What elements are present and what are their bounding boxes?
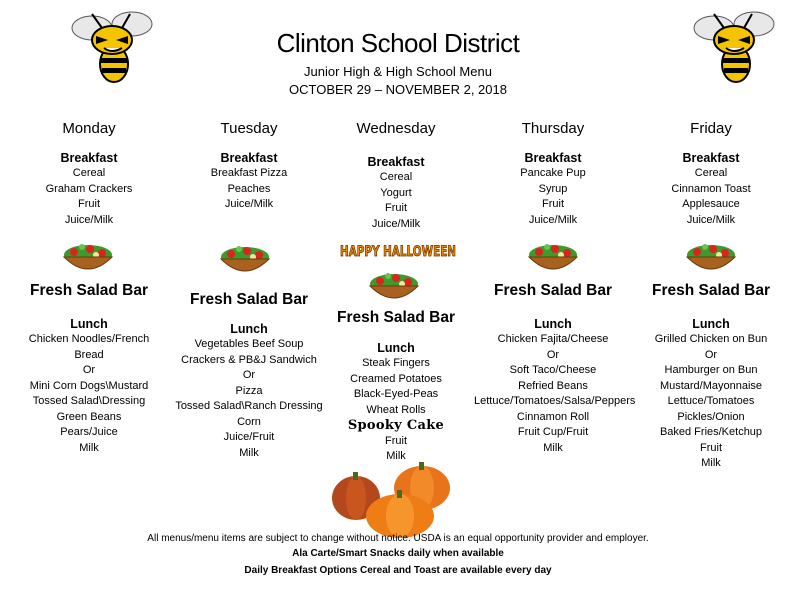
menu-subtitle: Junior High & High School Menu <box>304 64 492 79</box>
page-title: Clinton School District <box>276 28 520 58</box>
list-item: Milk <box>386 450 406 462</box>
breakfast-list <box>10 166 168 228</box>
lunch-section-monday <box>10 282 168 456</box>
list-item: Fruit <box>78 198 100 210</box>
list-item: Mini Corn Dogs\Mustard <box>29 379 149 392</box>
list-item: Chicken Noodles/French <box>28 333 150 345</box>
list-item: Fruit <box>542 198 564 210</box>
breakfast-list <box>170 166 328 213</box>
list-item: Milk <box>239 446 259 459</box>
lunch-heading: Lunch <box>534 317 572 331</box>
lunch-list <box>474 332 636 456</box>
lunch-section-thursday <box>474 282 636 456</box>
lunch-heading: Lunch <box>230 322 268 336</box>
list-item: Milk <box>79 441 99 454</box>
list-item: Lettuce/Tomatoes/Salsa/Peppers <box>474 395 636 407</box>
salad-bowl-icon <box>368 270 420 306</box>
list-item: Applesauce <box>682 198 740 210</box>
list-item: Breakfast Pizza <box>210 167 288 179</box>
day-name: Thursday <box>521 120 585 137</box>
day-name: Monday <box>62 120 116 137</box>
list-item: Crackers & PB&J Sandwich <box>181 353 317 366</box>
list-item: Milk <box>543 441 563 454</box>
lunch-list <box>10 332 168 456</box>
list-item: Cereal <box>72 167 106 179</box>
list-item: Tossed Salad\Dressing <box>32 395 146 407</box>
salad-bowl-icon <box>527 241 579 277</box>
list-item: Juice/Milk <box>224 198 274 210</box>
breakfast-heading: Breakfast <box>220 151 278 165</box>
list-item: Black-Eyed-Peas <box>353 388 439 400</box>
day-column-monday <box>10 120 168 228</box>
list-item: Or <box>546 348 560 361</box>
salad-bowl-icon <box>62 241 114 277</box>
list-item: Cinnamon Roll <box>516 410 590 423</box>
breakfast-heading: Breakfast <box>60 151 118 165</box>
list-item: Fruit Cup/Fruit <box>517 426 589 438</box>
lunch-heading: Lunch <box>692 317 730 331</box>
list-item: Corn <box>237 415 261 428</box>
footer-ala-carte: Ala Carte/Smart Snacks daily when available <box>292 548 504 559</box>
list-item: Cinnamon Toast <box>671 182 751 195</box>
day-column-tuesday <box>170 120 328 213</box>
breakfast-list <box>317 170 475 232</box>
list-item: Lettuce/Tomatoes <box>667 395 755 407</box>
list-item: Wheat Rolls <box>366 403 426 416</box>
list-item: Cereal <box>379 171 413 183</box>
list-item: Juice/Milk <box>64 213 114 226</box>
list-item: Vegetables Beef Soup <box>194 338 304 350</box>
happy-halloween-banner <box>339 239 457 261</box>
list-item: Soft Taco/Cheese <box>509 364 597 376</box>
list-item: Grilled Chicken on Bun <box>654 333 768 345</box>
salad-bar-heading: Fresh Salad Bar <box>651 282 771 299</box>
list-item: Refried Beans <box>518 379 588 392</box>
breakfast-heading: Breakfast <box>524 151 582 165</box>
footer-notice: All menus/menu items are subject to change without notice. USDA is an equal opportunity provider and employer. <box>147 533 649 544</box>
salad-bowl-icon <box>219 243 271 279</box>
list-item: Or <box>82 364 96 376</box>
list-item: Juice/Milk <box>528 213 578 226</box>
list-item: Yogurt <box>380 186 412 199</box>
list-item: Or <box>242 369 256 381</box>
breakfast-list <box>632 166 790 228</box>
list-item: Juice/Milk <box>686 213 736 226</box>
pumpkins-icon <box>330 458 460 540</box>
list-item: Graham Crackers <box>45 182 133 195</box>
list-item: Chicken Fajita/Cheese <box>497 333 609 345</box>
list-item: Fruit <box>385 434 407 447</box>
day-column-thursday <box>474 120 632 228</box>
spooky-cake-item: Spooky Cake <box>347 418 445 433</box>
breakfast-heading: Breakfast <box>682 151 740 165</box>
list-item: Syrup <box>538 182 568 195</box>
breakfast-heading: Breakfast <box>367 155 425 169</box>
list-item: Baked Fries/Ketchup <box>659 426 763 438</box>
list-item: Juice/Milk <box>371 217 421 230</box>
list-item: Steak Fingers <box>362 357 430 369</box>
lunch-section-wednesday <box>317 309 475 465</box>
salad-bar-heading: Fresh Salad Bar <box>29 282 149 299</box>
list-item: Creamed Potatoes <box>350 372 442 385</box>
salad-bar-heading: Fresh Salad Bar <box>189 291 309 308</box>
list-item: Hamburger on Bun <box>664 364 758 376</box>
list-item: Pickles/Onion <box>677 410 745 423</box>
salad-bar-heading: Fresh Salad Bar <box>493 282 613 299</box>
list-item: Pears/Juice <box>60 426 118 438</box>
day-name: Friday <box>690 120 732 137</box>
lunch-list <box>317 356 475 465</box>
salad-bar-heading: Fresh Salad Bar <box>336 309 456 326</box>
lunch-list <box>632 332 790 472</box>
list-item: Mustard/Mayonnaise <box>659 379 763 392</box>
list-item: Peaches <box>227 182 271 195</box>
list-item: Fruit <box>385 202 407 214</box>
breakfast-list <box>474 166 632 228</box>
list-item: Fruit <box>700 441 722 454</box>
list-item: Or <box>704 348 718 361</box>
lunch-list <box>170 337 328 461</box>
list-item: Pizza <box>235 384 263 397</box>
happy-halloween-text: HAPPY HALLOWEEN <box>340 244 456 260</box>
day-name: Wednesday <box>356 120 436 137</box>
lunch-section-friday <box>632 282 790 472</box>
day-column-friday <box>632 120 790 228</box>
lunch-heading: Lunch <box>70 317 108 331</box>
list-item: Milk <box>701 457 721 469</box>
lunch-section-tuesday <box>170 291 328 461</box>
list-item: Bread <box>74 348 104 361</box>
salad-bowl-icon <box>685 241 737 277</box>
day-column-wednesday <box>317 120 475 232</box>
menu-dates: OCTOBER 29 – NOVEMBER 2, 2018 <box>289 82 507 97</box>
day-name: Tuesday <box>220 120 278 137</box>
footer-daily-breakfast: Daily Breakfast Options Cereal and Toast are available every day <box>244 565 552 576</box>
list-item: Tossed Salad\Ranch Dressing <box>175 400 323 412</box>
list-item: Pancake Pup <box>520 167 586 179</box>
list-item: Juice/Fruit <box>223 431 275 443</box>
list-item: Green Beans <box>56 410 122 423</box>
lunch-heading: Lunch <box>377 341 415 355</box>
list-item: Cereal <box>694 167 728 179</box>
